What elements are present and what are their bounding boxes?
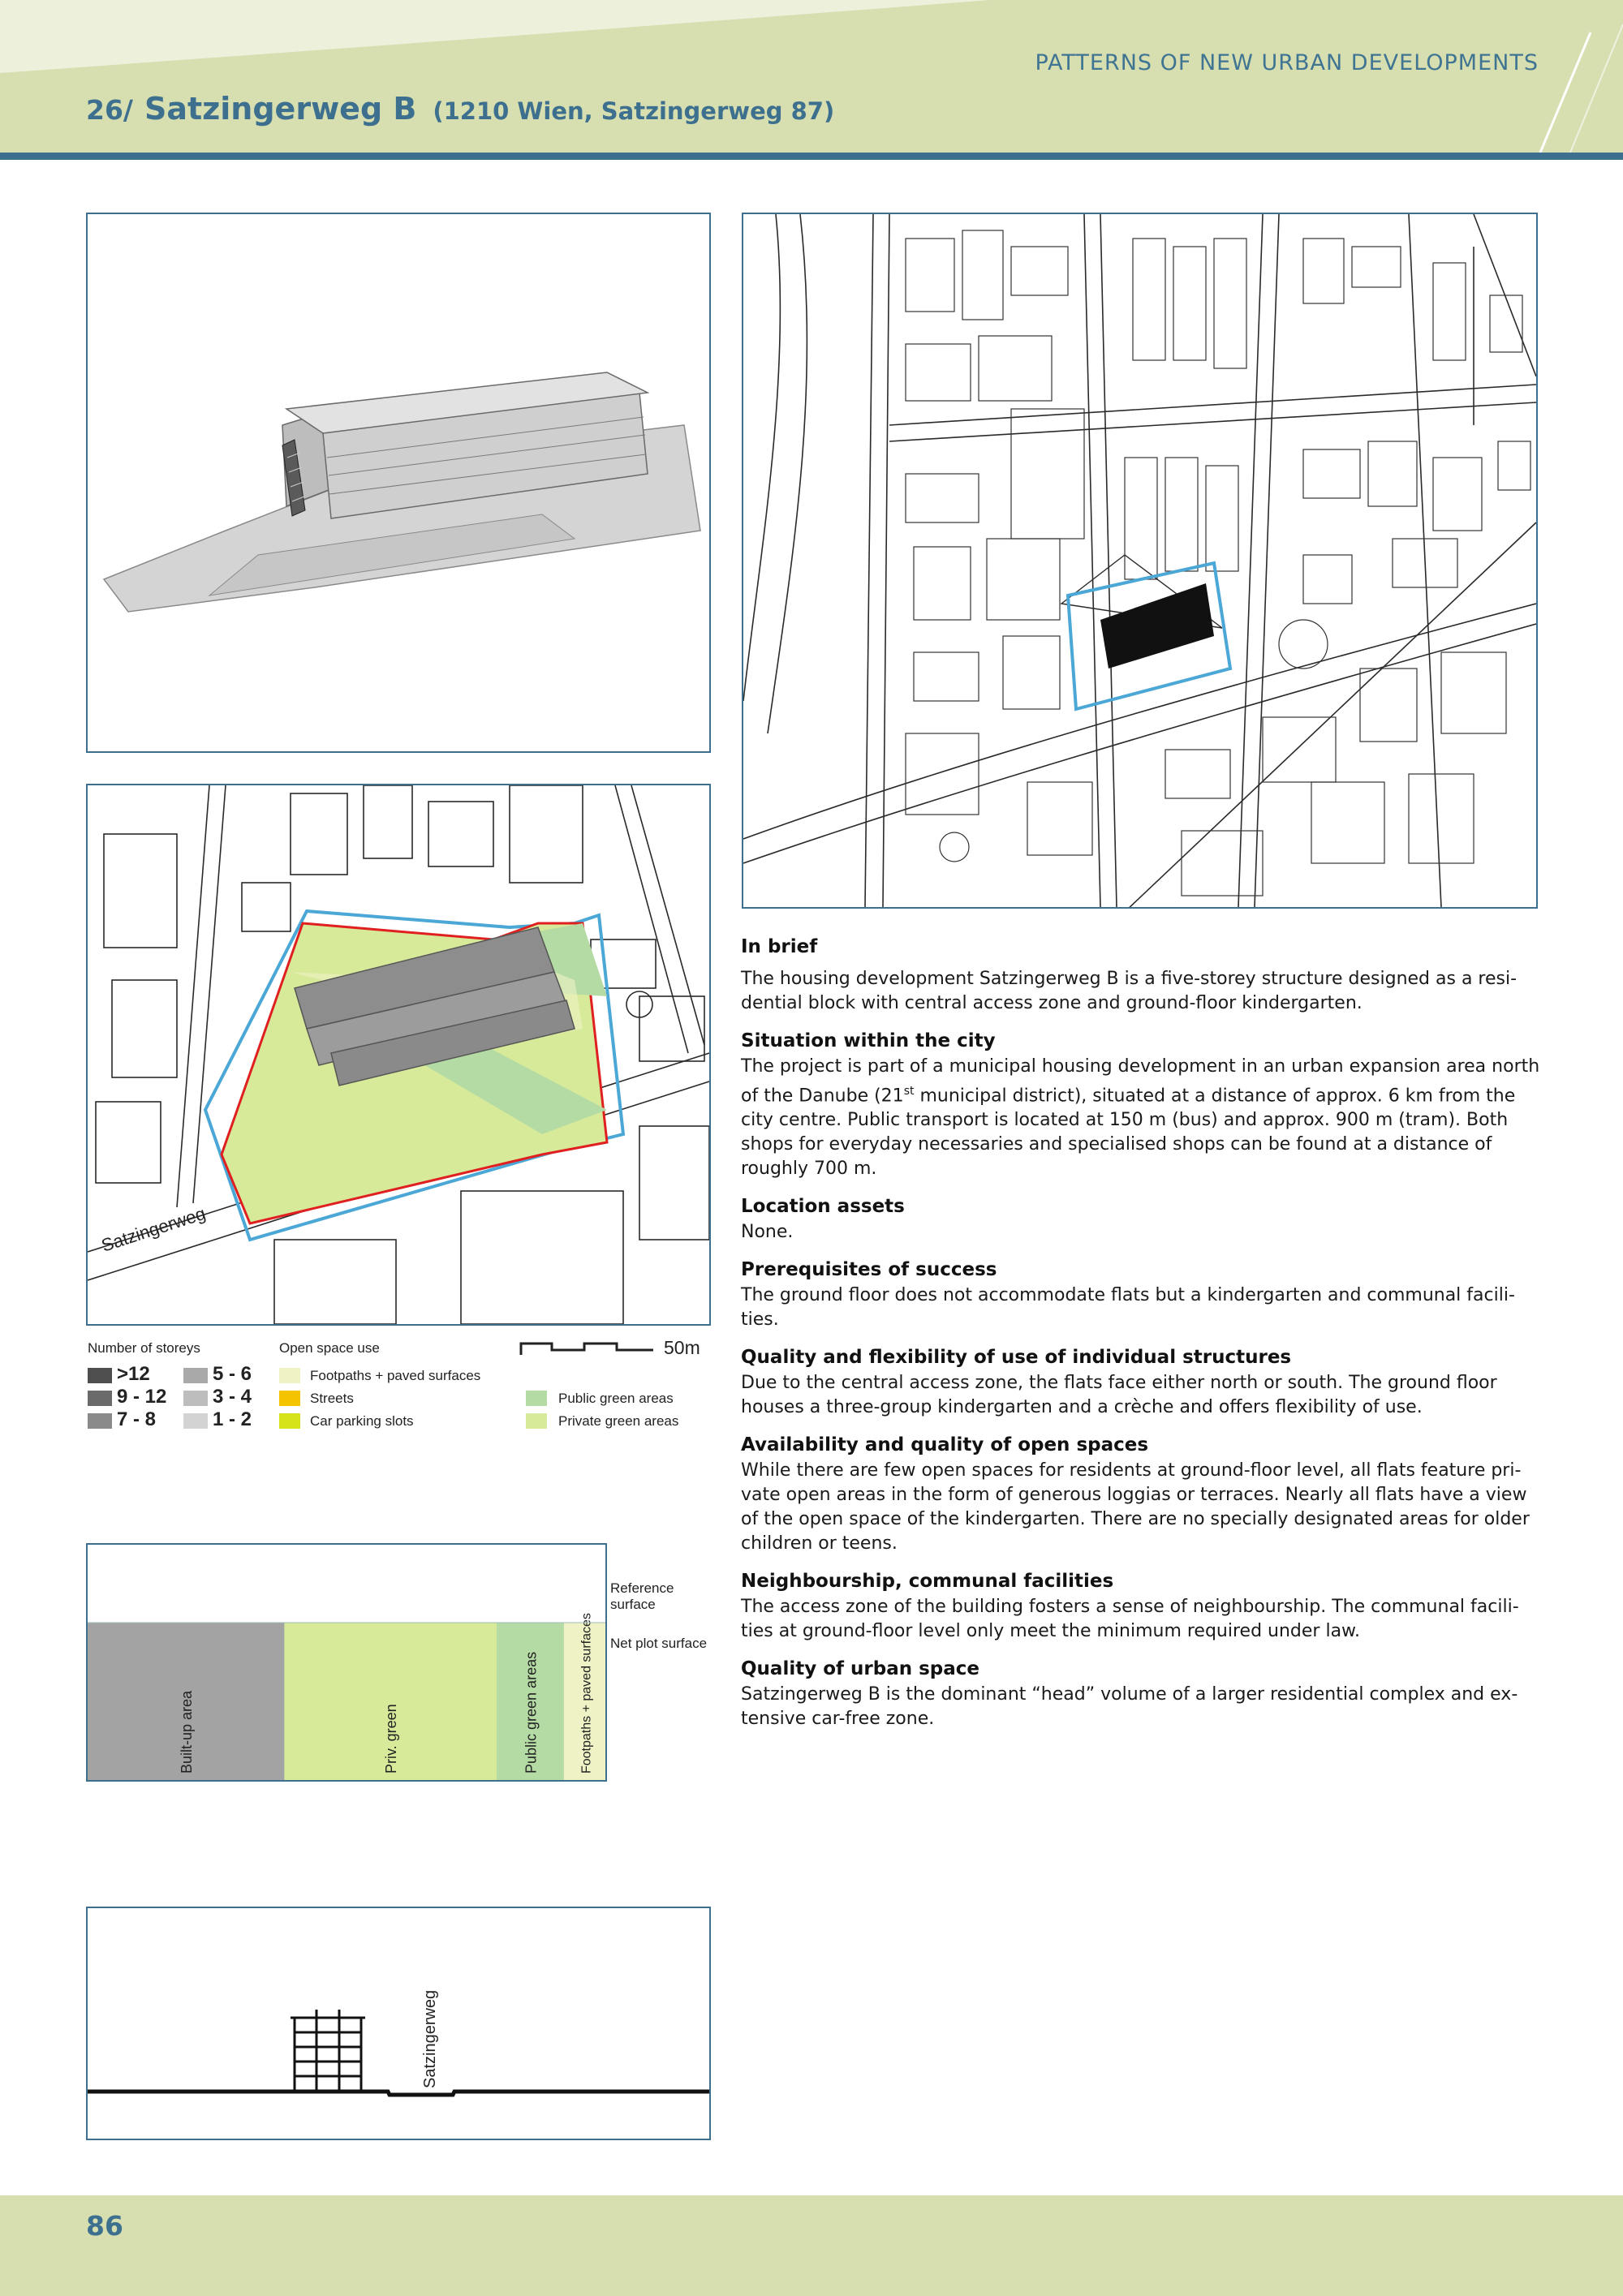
bar-segment-label-1: Priv. green — [383, 1704, 400, 1774]
page-title — [86, 91, 834, 127]
legend-storeys-heading: Number of storeys — [88, 1340, 200, 1356]
storeys-5-6: 5 - 6 — [213, 1363, 252, 1385]
storeys-9-12-swatch — [88, 1391, 112, 1406]
section-drawing — [86, 1907, 711, 2140]
section-title: Situation within the city — [741, 1030, 996, 1051]
storeys-12-swatch — [88, 1368, 112, 1383]
legend-streets: Streets — [310, 1391, 354, 1406]
section-body: While there are few open spaces for residents at ground-floor level, all flats feature private open areas in the form of generous loggias or terraces. Nearly all flats have a view of the open space of the kindergarten. There are no specially designated areas for older children or teens. — [741, 1460, 1530, 1554]
storeys-1-2-swatch — [183, 1413, 208, 1429]
section-body: The project is part of a municipal housing development in an urban expansion area north of the Danube (21st municipal district), situated at a distance of approx. 6 km from the city centre. Public transport is located at 150 m (bus) and approx. 900 m (tram). Both shops for everyday necessaries and specialised shops can be found at a distance of roughly 700 m. — [741, 1056, 1540, 1180]
surface-distribution-chart — [86, 1543, 607, 1782]
axonometric-view — [86, 213, 711, 753]
scale-label: 50m — [664, 1337, 700, 1358]
section-quality-flexibility — [741, 1345, 1544, 1420]
section-prerequisites — [741, 1258, 1544, 1332]
section-body: The ground floor does not accommodate flats but a kindergarten and communal facilities. — [741, 1285, 1515, 1331]
section-body: Satzingerweg B is the dominant “head” volume of a larger residential complex and extensive car-free zone. — [741, 1684, 1518, 1730]
private-green-swatch — [526, 1413, 547, 1429]
section-title: Availability and quality of open spaces — [741, 1434, 1149, 1456]
storeys-12: >12 — [117, 1363, 150, 1385]
storeys-5-6-swatch — [183, 1368, 208, 1383]
running-title: PATTERNS OF NEW URBAN DEVELOPMENTS — [1035, 50, 1539, 75]
legend-private-green: Private green areas — [558, 1413, 679, 1429]
legend-car-parking: Car parking slots — [310, 1413, 414, 1429]
bar-segment-label-2: Public green areas — [523, 1651, 540, 1774]
section-situation — [741, 1029, 1544, 1181]
car-parking-swatch — [279, 1413, 300, 1429]
section-title: Quality and flexibility of use of individual structures — [741, 1347, 1292, 1369]
storeys-1-2: 1 - 2 — [213, 1408, 252, 1430]
reference-surface-label: Reference surface — [610, 1580, 674, 1612]
site-plan — [86, 784, 711, 1326]
streets-swatch — [279, 1391, 300, 1406]
header-rule — [0, 153, 1623, 160]
section-title: In brief — [741, 936, 818, 957]
storeys-3-4: 3 - 4 — [213, 1386, 252, 1408]
page-footer — [0, 2195, 1623, 2296]
section-body: The access zone of the building fosters a sense of neighbourship. The communal facilities at ground-floor level only meet the minimum required under law. — [741, 1597, 1519, 1642]
storeys-7-8: 7 - 8 — [117, 1408, 157, 1430]
scale-bar — [519, 1339, 657, 1357]
legend-open-space-heading: Open space use — [279, 1340, 380, 1356]
section-body: Due to the central access zone, the flats face either north or south. The ground floor houses a three-group kindergarten and a crèche and offers flexibility of use. — [741, 1373, 1497, 1418]
public-green-swatch — [526, 1391, 547, 1406]
legend-public-green: Public green areas — [558, 1391, 674, 1406]
section-title: Neighbourship, communal facilities — [741, 1571, 1114, 1593]
header-decoration — [0, 0, 1623, 162]
section-body: None. — [741, 1222, 794, 1243]
page-number: 86 — [86, 2210, 123, 2242]
section-street-label: Satzingerweg — [421, 1989, 439, 2088]
site-street-label: Satzingerweg — [98, 1202, 209, 1256]
section-title: Location assets — [741, 1196, 905, 1218]
legend-footpaths: Footpaths + paved surfaces — [310, 1368, 481, 1383]
project-number: 26/ — [86, 94, 133, 126]
section-body: The housing development Satzingerweg B is a five-storey structure designed as a residential block with central access zone and ground-floor kindergarten. — [741, 969, 1518, 1013]
section-urban-space — [741, 1657, 1544, 1731]
bar-segment-label-0: Built-up area — [179, 1690, 196, 1774]
section-title: Quality of urban space — [741, 1658, 980, 1680]
section-open-spaces — [741, 1433, 1544, 1556]
location-map — [742, 213, 1538, 909]
footpaths-swatch — [279, 1368, 300, 1383]
section-location-assets — [741, 1194, 1544, 1245]
storeys-3-4-swatch — [183, 1391, 208, 1406]
section-title: Prerequisites of success — [741, 1259, 997, 1281]
project-address: (1210 Wien, Satzingerweg 87) — [433, 97, 835, 125]
section-in-brief — [741, 935, 1544, 1016]
storeys-9-12: 9 - 12 — [117, 1386, 167, 1408]
site-plan-legend — [88, 1337, 729, 1443]
net-plot-surface-label: Net plot surface — [610, 1636, 708, 1651]
section-neighbourship — [741, 1569, 1544, 1644]
storeys-7-8-swatch — [88, 1413, 112, 1429]
description-column — [741, 935, 1544, 1744]
bar-segment-label-3: Footpaths + paved surfaces — [579, 1613, 594, 1774]
project-name: Satzingerweg B — [144, 91, 417, 127]
